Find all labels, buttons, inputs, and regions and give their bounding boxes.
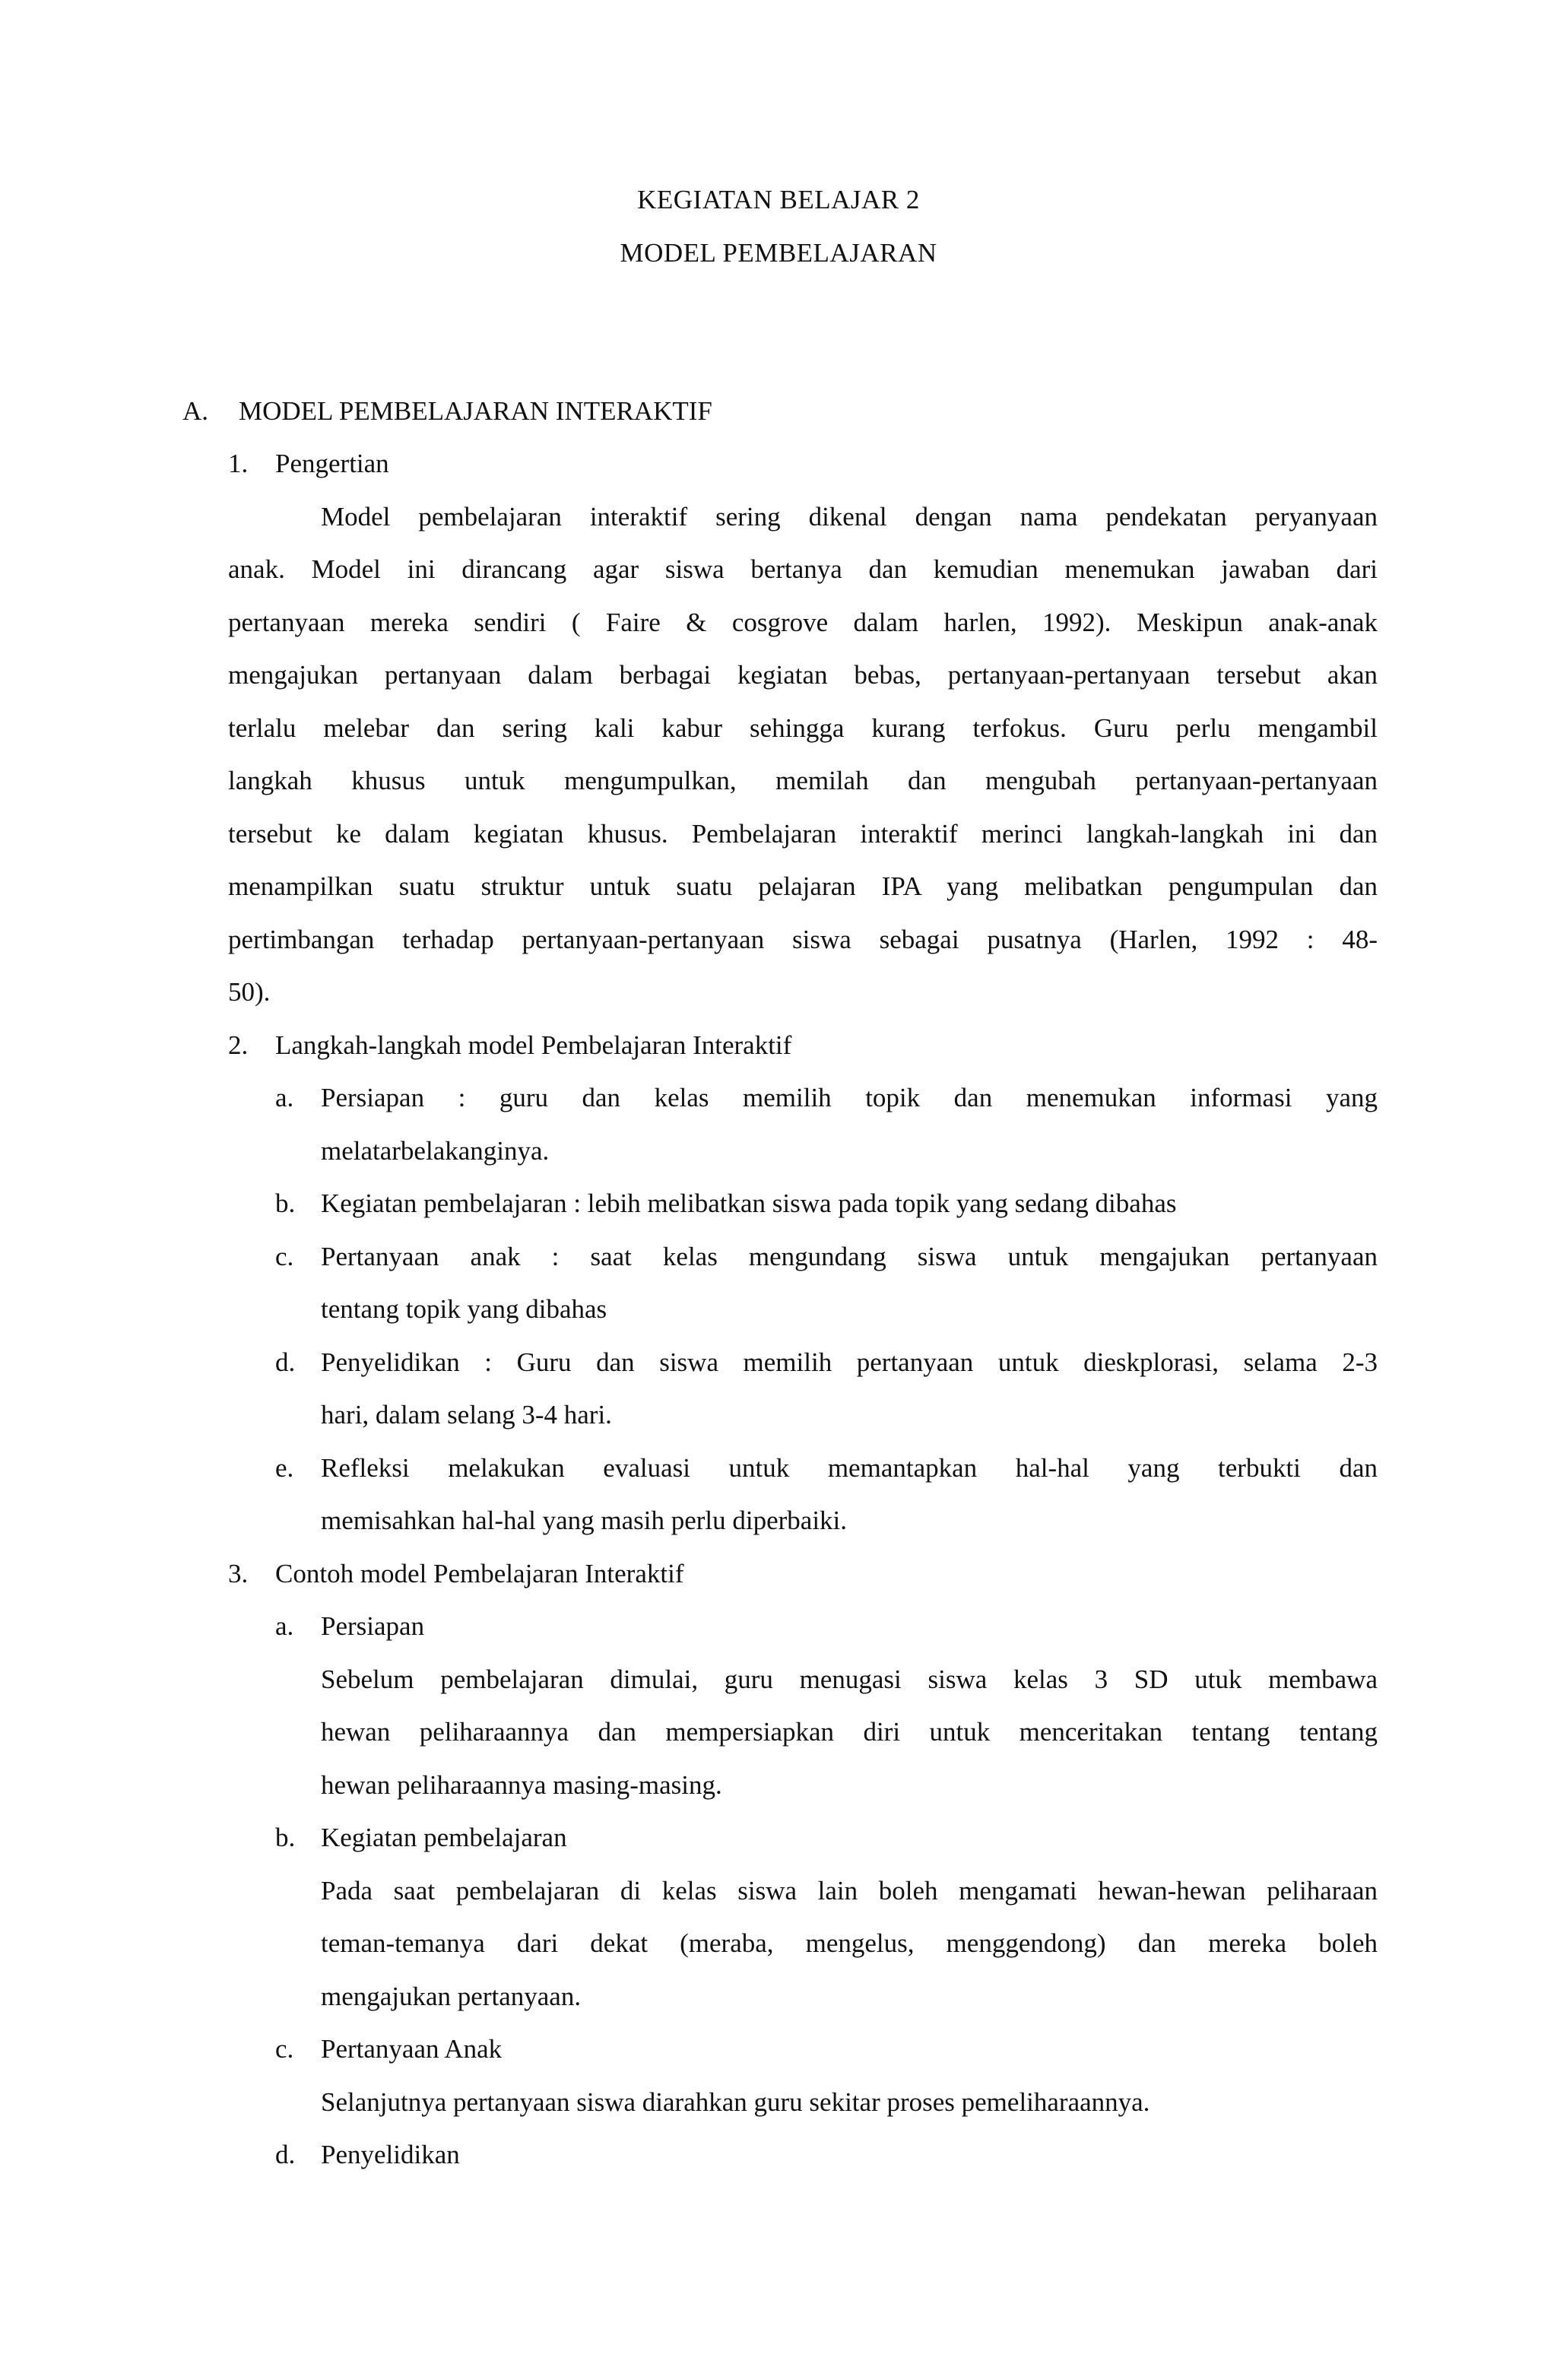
item1-title: Pengertian bbox=[275, 449, 389, 478]
item2-b-marker: b. bbox=[275, 1188, 296, 1218]
item3-c-line: Selanjutnya pertanyaan siswa diarahkan guru sekitar proses pemeliharaannya. bbox=[321, 2087, 1150, 2117]
item2-e-line: memisahkan hal-hal yang masih perlu diperbaiki. bbox=[321, 1506, 848, 1535]
item2-d-line: Penyelidikan : Guru dan siswa memilih pertanyaan untuk dieskplorasi, selama 2-3 bbox=[321, 1347, 1378, 1377]
item3-a-line: hewan peliharaannya masing-masing. bbox=[321, 1770, 722, 1800]
item2-c-line: Pertanyaan anak : saat kelas mengundang siswa untuk mengajukan pertanyaan bbox=[321, 1242, 1378, 1271]
item1-paragraph-line: menampilkan suatu struktur untuk suatu pelajaran IPA yang melibatkan pengumpulan dan bbox=[228, 871, 1378, 901]
item1-paragraph-line: pertanyaan mereka sendiri ( Faire & cosgrove dalam harlen, 1992). Meskipun anak-anak bbox=[228, 608, 1378, 637]
section-a-title: MODEL PEMBELAJARAN INTERAKTIF bbox=[239, 396, 712, 426]
item1-paragraph-line: pertimbangan terhadap pertanyaan-pertanyaan siswa sebagai pusatnya (Harlen, 1992 : 48- bbox=[228, 925, 1378, 954]
item3-b-line: teman-temanya dari dekat (meraba, mengelus, menggendong) dan mereka boleh bbox=[321, 1928, 1378, 1958]
item2-a-line: Persiapan : guru dan kelas memilih topik dan menemukan informasi yang bbox=[321, 1083, 1378, 1112]
section-a-marker: A. bbox=[182, 396, 209, 426]
item3-title: Contoh model Pembelajaran Interaktif bbox=[275, 1559, 684, 1588]
item2-title: Langkah-langkah model Pembelajaran Interaktif bbox=[275, 1030, 792, 1060]
item3-d-title: Penyelidikan bbox=[321, 2140, 460, 2169]
item2-d-marker: d. bbox=[275, 1347, 296, 1377]
item2-a-marker: a. bbox=[275, 1083, 294, 1112]
item1-paragraph-line: langkah khusus untuk mengumpulkan, memilah dan mengubah pertanyaan-pertanyaan bbox=[228, 766, 1378, 795]
item2-c-line: tentang topik yang dibahas bbox=[321, 1294, 607, 1324]
item2-e-line: Refleksi melakukan evaluasi untuk memantapkan hal-hal yang terbukti dan bbox=[321, 1453, 1378, 1483]
item1-paragraph-line: tersebut ke dalam kegiatan khusus. Pembelajaran interaktif merinci langkah-langkah ini dan bbox=[228, 819, 1378, 849]
item3-c-title: Pertanyaan Anak bbox=[321, 2034, 503, 2064]
item2-b-line: Kegiatan pembelajaran : lebih melibatkan siswa pada topik yang sedang dibahas bbox=[321, 1188, 1177, 1218]
item2-a-line: melatarbelakanginya. bbox=[321, 1136, 550, 1166]
item3-number: 3. bbox=[228, 1559, 249, 1588]
item3-b-title: Kegiatan pembelajaran bbox=[321, 1823, 567, 1852]
item3-a-title: Persiapan bbox=[321, 1611, 425, 1641]
item2-e-marker: e. bbox=[275, 1453, 294, 1483]
item3-b-line: mengajukan pertanyaan. bbox=[321, 1982, 582, 2011]
item1-paragraph-line: 50). bbox=[228, 977, 271, 1007]
item2-number: 2. bbox=[228, 1030, 249, 1060]
item3-d-marker: d. bbox=[275, 2140, 296, 2169]
page-title-line2: MODEL PEMBELAJARAN bbox=[620, 238, 937, 268]
item1-paragraph-line: terlalu melebar dan sering kali kabur sehingga kurang terfokus. Guru perlu mengambil bbox=[228, 713, 1378, 743]
item2-c-marker: c. bbox=[275, 1242, 294, 1271]
item2-d-line: hari, dalam selang 3-4 hari. bbox=[321, 1400, 612, 1430]
item3-a-marker: a. bbox=[275, 1611, 294, 1641]
item3-b-line: Pada saat pembelajaran di kelas siswa lain boleh mengamati hewan-hewan peliharaan bbox=[321, 1876, 1378, 1906]
item3-b-marker: b. bbox=[275, 1823, 296, 1852]
item1-paragraph-line: anak. Model ini dirancang agar siswa bertanya dan kemudian menemukan jawaban dari bbox=[228, 554, 1378, 584]
item3-c-marker: c. bbox=[275, 2034, 294, 2064]
item1-number: 1. bbox=[228, 449, 249, 478]
item3-a-line: Sebelum pembelajaran dimulai, guru menugasi siswa kelas 3 SD utuk membawa bbox=[321, 1664, 1378, 1694]
item3-a-line: hewan peliharaannya dan mempersiapkan diri untuk menceritakan tentang tentang bbox=[321, 1717, 1378, 1747]
item1-paragraph-line: Model pembelajaran interaktif sering dikenal dengan nama pendekatan peryanyaan bbox=[321, 502, 1378, 532]
page-title-line1: KEGIATAN BELAJAR 2 bbox=[637, 185, 920, 214]
item1-paragraph-line: mengajukan pertanyaan dalam berbagai kegiatan bebas, pertanyaan-pertanyaan tersebut akan bbox=[228, 660, 1378, 690]
